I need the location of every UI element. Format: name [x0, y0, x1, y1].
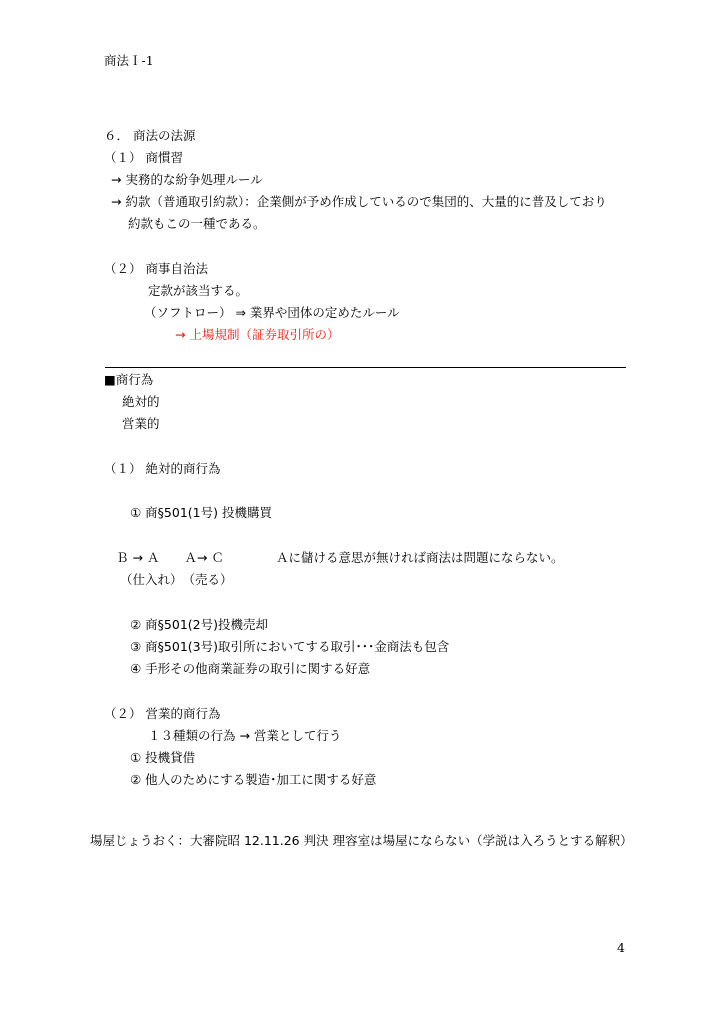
shokoui-title: ■商行為 [104, 372, 154, 387]
page-number: 4 [617, 940, 625, 955]
s1-line-3: 約款もこの一種である。 [128, 216, 266, 231]
business-item-1: ① 投機貸借 [130, 750, 196, 765]
business-line-1: １３種類の行為 → 営業として行う [148, 728, 342, 743]
absolute-item-4: ④ 手形その他商業証券の取引に関する好意 [130, 661, 371, 676]
business-item-2: ② 他人のためにする製造･加工に関する好意 [130, 772, 377, 787]
business-acts-title: （２） 営業的商行為 [104, 706, 221, 721]
example-note: Ａに儲ける意思が無ければ商法は問題にならない。 [276, 550, 564, 565]
subsection-1-title: （１） 商慣習 [104, 150, 183, 165]
s1-line-1: → 実務的な紛争処理ルール [111, 172, 263, 187]
absolute-item-3: ③ 商§501(3号)取引所においてする取引･･･金商法も包含 [130, 639, 450, 654]
section-divider [105, 367, 626, 368]
absolute-acts-title: （１） 絶対的商行為 [104, 461, 221, 476]
s2-line-1: 定款が該当する。 [148, 283, 249, 298]
absolute-item-1: ① 商§501(1号) 投機購買 [130, 505, 272, 520]
s1-line-2: → 約款（普通取引約款）：企業側が予め作成しているので集団的、大量的に普及しており [111, 194, 607, 209]
example-flow: Ｂ → Ａ Ａ→ Ｃ [116, 550, 224, 565]
absolute-item-2: ② 商§501(2号)投機売却 [130, 617, 268, 632]
page-header: 商法Ｉ-1 [104, 53, 154, 68]
shokoui-item-business: 営業的 [122, 416, 160, 431]
footer-note: 場屋じょうおく：大審院昭 12.11.26 判決 理容室は場屋にならない（学説は入ろうとする解釈） [90, 833, 633, 848]
s2-line-2: （ソフトロー） ⇒ 業界や団体の定めたルール [144, 305, 400, 320]
shokoui-item-absolute: 絶対的 [122, 394, 160, 409]
s2-line-3-listing-rules: → 上場規制（証券取引所の） [175, 327, 340, 342]
example-sub: （仕入れ） （売る） [120, 572, 233, 587]
subsection-2-title: （２） 商事自治法 [104, 261, 208, 276]
section-6-title: ６． 商法の法源 [104, 128, 196, 143]
